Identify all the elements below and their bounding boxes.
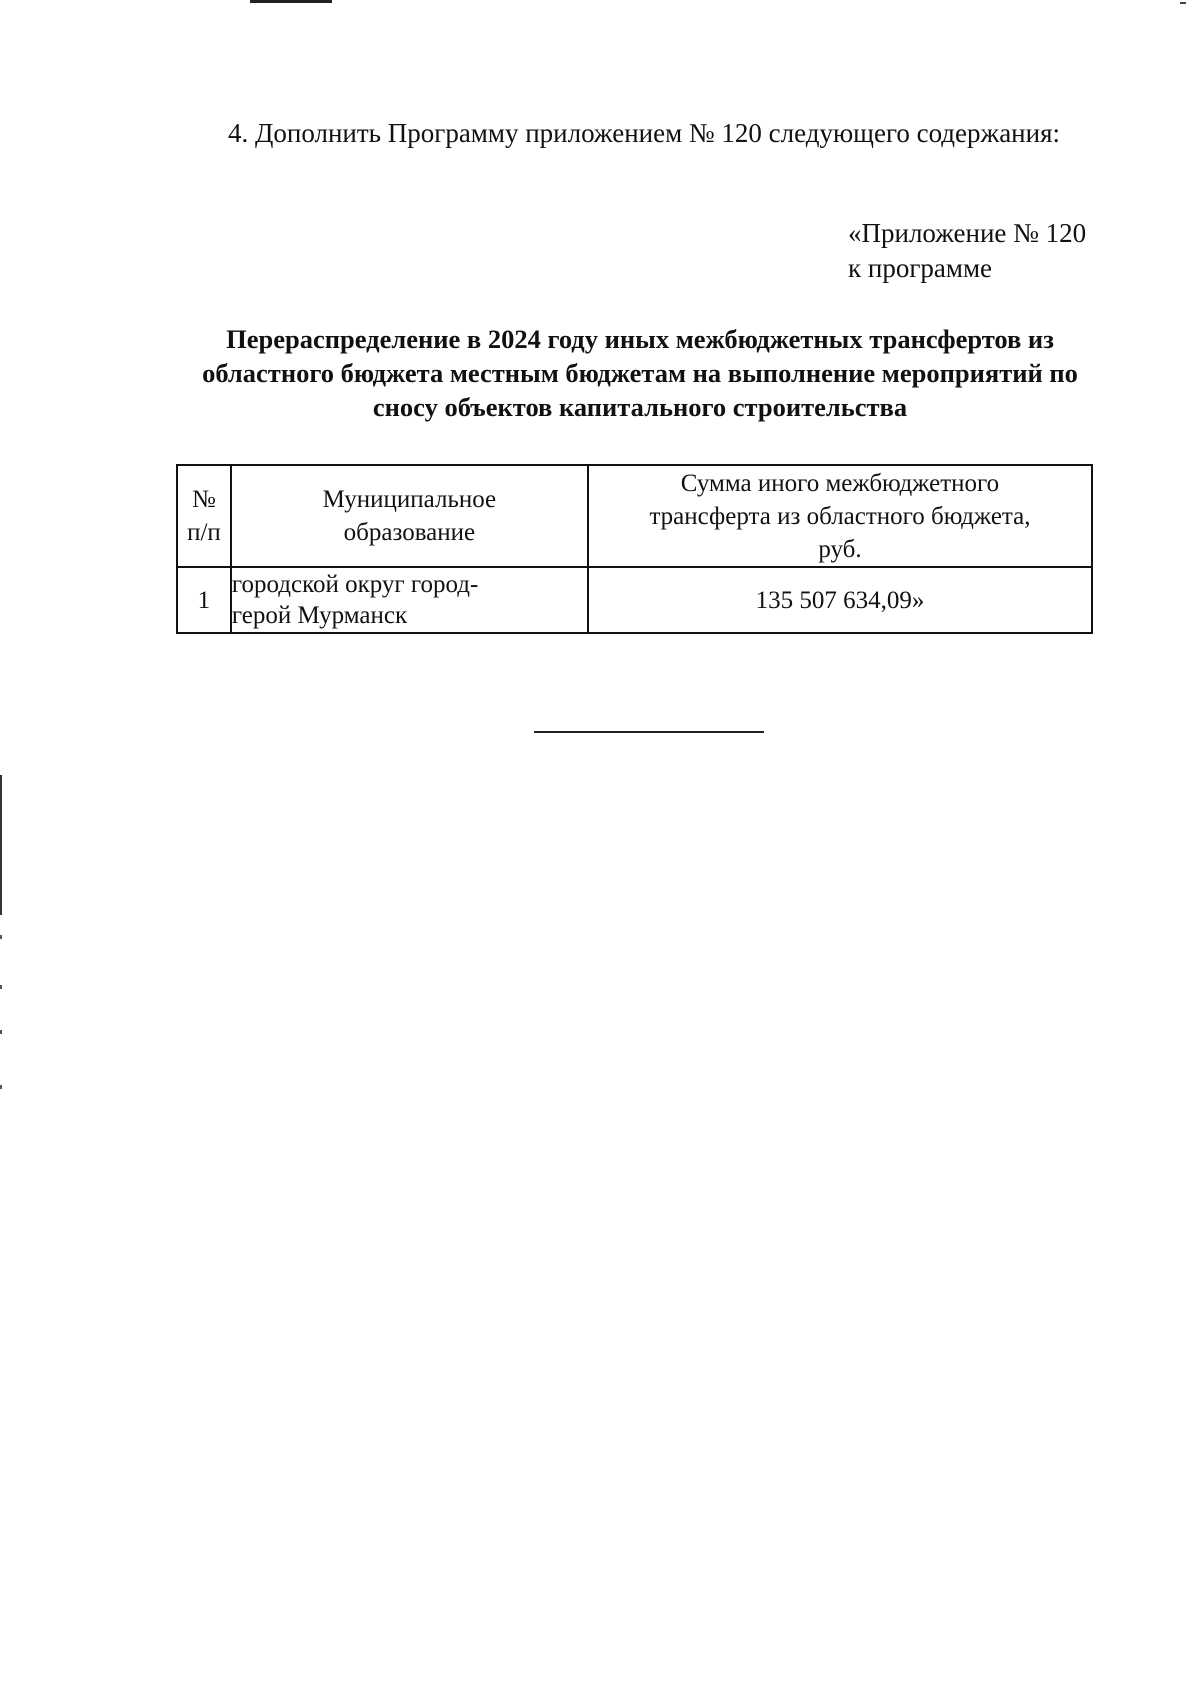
header-sum	[588, 465, 1092, 567]
header-number	[177, 465, 231, 567]
header-sum-line: руб.	[818, 535, 862, 563]
appendix-program-ref: к программе	[848, 253, 993, 283]
scan-artifact-dot	[0, 935, 2, 939]
header-municipality	[231, 465, 588, 567]
row-number: 1	[177, 567, 231, 633]
table-row	[177, 567, 1092, 633]
end-rule	[534, 731, 764, 733]
title-line: сносу объектов капитального строительства	[372, 392, 908, 422]
title-line: Перераспределение в 2024 году иных межбюджетных трансфертов из	[226, 324, 1054, 354]
document-title	[160, 322, 1120, 424]
scan-artifact-top	[250, 0, 332, 3]
row-sum: 135 507 634,09»	[588, 567, 1092, 633]
row-municipality	[231, 567, 588, 633]
transfers-table	[176, 464, 1093, 634]
scan-artifact-dot	[0, 985, 2, 989]
scan-artifact-right	[1180, 2, 1186, 4]
table-header-row	[177, 465, 1092, 567]
header-sum-line: Сумма иного межбюджетного	[680, 469, 1000, 497]
header-municipality-line: Муниципальное	[322, 486, 497, 513]
scan-artifact-dot	[0, 1085, 2, 1089]
title-line: областного бюджета местным бюджетам на выполнение мероприятий по	[202, 358, 1078, 388]
municipality-line: герой Мурманск	[231, 602, 408, 629]
header-municipality-line: образование	[343, 519, 476, 546]
intro-paragraph: 4. Дополнить Программу приложением № 120 следующего содержания:	[228, 118, 1060, 148]
municipality-line: городской округ город-	[231, 571, 479, 598]
scan-artifact-left-edge	[0, 775, 2, 915]
header-number-line: п/п	[187, 519, 221, 546]
header-number-line: №	[191, 486, 216, 513]
appendix-number: «Приложение № 120	[848, 218, 1087, 248]
header-sum-line: трансферта из областного бюджета,	[649, 502, 1031, 530]
scan-artifact-dot	[0, 1030, 2, 1034]
appendix-reference	[848, 216, 1086, 286]
